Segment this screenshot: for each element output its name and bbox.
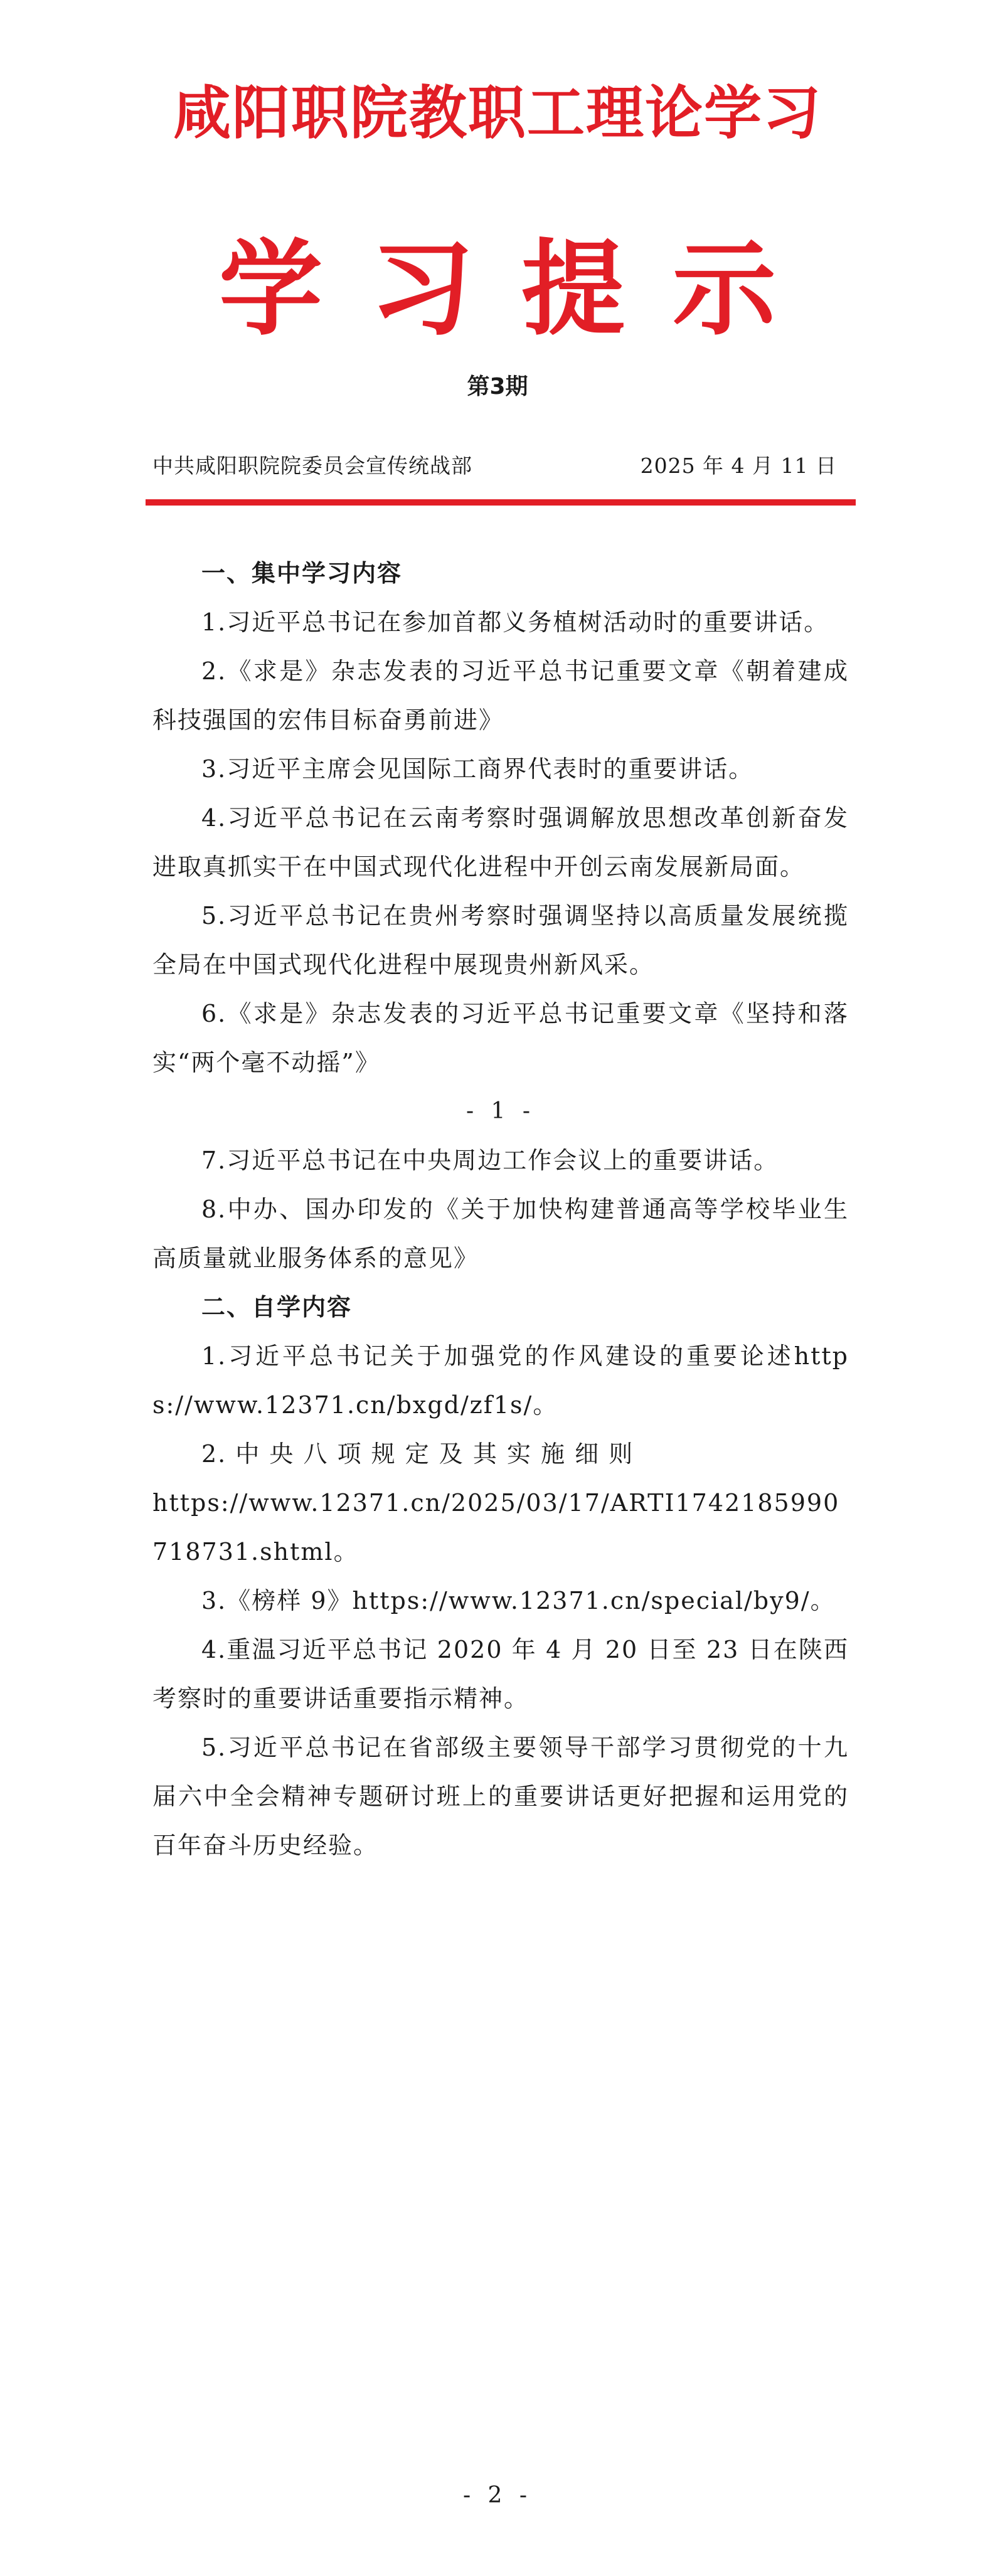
section-heading-self-study: 二、自学内容 xyxy=(201,1293,353,1321)
masthead-title: 咸阳职院教职工理论学习 xyxy=(173,79,822,147)
page-number-footer: - 2 - xyxy=(462,2483,533,2508)
issue-number: 第3期 xyxy=(467,374,528,400)
issuer-name: 中共咸阳职院院委员会宣传统战部 xyxy=(152,453,472,478)
study-item: 5.习近平总书记在贵州考察时强调坚持以高质量发展统揽全局在中国式现代化进程中展现贵州新风采。 xyxy=(152,902,849,978)
self-study-item: 1.习近平总书记关于加强党的作风建设的重要论述https://www.12371.cn/bxgd/zf1s/。 xyxy=(152,1342,849,1419)
study-item: 1.习近平总书记在参加首都义务植树活动时的重要讲话。 xyxy=(201,608,829,636)
self-study-item: 2. 中 央 八 项 规 定 及 其 实 施 细 则 xyxy=(201,1440,634,1468)
red-divider xyxy=(146,499,856,506)
masthead-big-title: 学习提示 xyxy=(219,228,824,349)
self-study-item: 5.习近平总书记在省部级主要领导干部学习贯彻党的十九届六中全会精神专题研讨班上的重要讲话更好把握和运用党的百年奋斗历史经验。 xyxy=(152,1734,849,1859)
study-item: 8.中办、国办印发的《关于加快构建普通高等学校毕业生高质量就业服务体系的意见》 xyxy=(152,1195,849,1272)
self-study-item: 3.《榜样 9》https://www.12371.cn/special/by9/。 xyxy=(201,1587,836,1614)
page-number: - 1 - xyxy=(466,1098,536,1124)
study-item: 6.《求是》杂志发表的习近平总书记重要文章《坚持和落实“两个毫不动摇”》 xyxy=(152,1000,849,1076)
self-study-link: https://www.12371.cn/2025/03/17/ARTI1742185990718731.shtml。 xyxy=(152,1489,840,1566)
section-heading-centralized-study: 一、集中学习内容 xyxy=(201,559,403,587)
self-study-item: 4.重温习近平总书记 2020 年 4 月 20 日至 23 日在陕西考察时的重要讲话重要指示精神。 xyxy=(152,1636,849,1712)
study-item: 2.《求是》杂志发表的习近平总书记重要文章《朝着建成科技强国的宏伟目标奋勇前进》 xyxy=(152,657,849,734)
study-item: 4.习近平总书记在云南考察时强调解放思想改革创新奋发进取真抓实干在中国式现代化进程中开创云南发展新局面。 xyxy=(152,804,849,881)
document-body xyxy=(152,549,849,1870)
study-item: 3.习近平主席会见国际工商界代表时的重要讲话。 xyxy=(201,755,754,783)
study-item: 7.习近平总书记在中央周边工作会议上的重要讲话。 xyxy=(201,1147,779,1174)
issue-date: 2025 年 4 月 11 日 xyxy=(640,453,837,478)
